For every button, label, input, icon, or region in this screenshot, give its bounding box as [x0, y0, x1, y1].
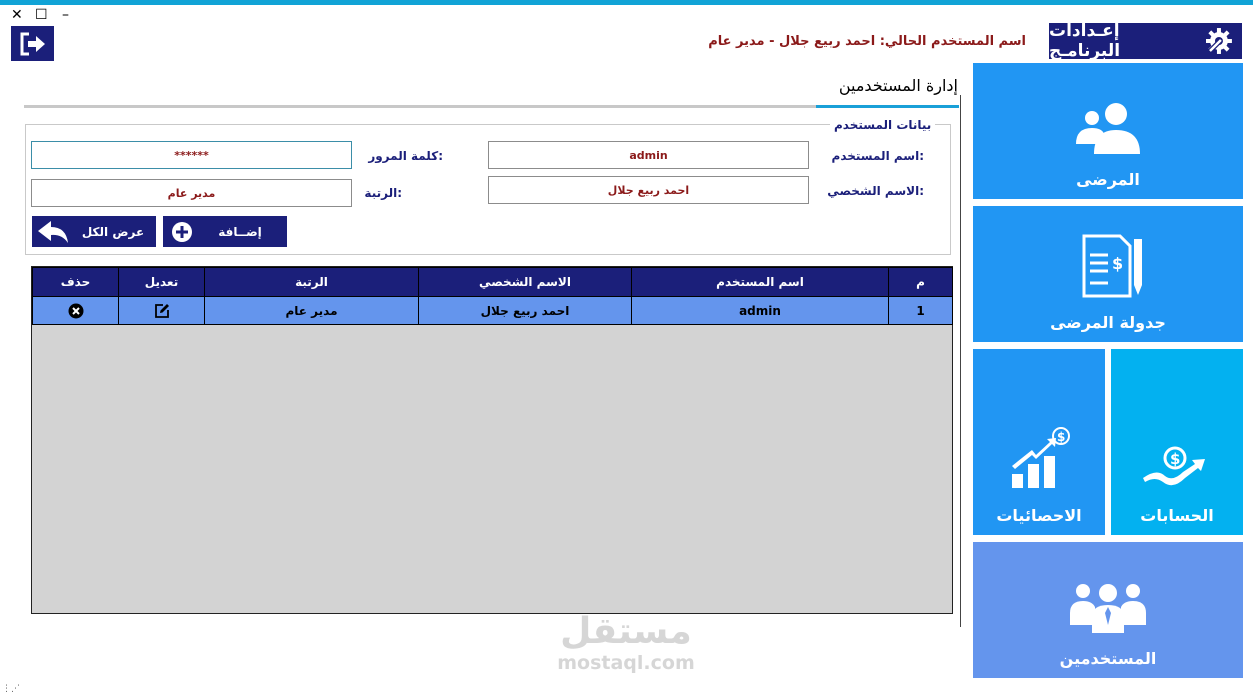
cell-edit[interactable]: [119, 297, 205, 325]
tile-statistics[interactable]: [973, 349, 1105, 535]
rank-field[interactable]: [31, 179, 352, 207]
window-top-accent: [0, 0, 1253, 5]
edit-icon[interactable]: [154, 303, 170, 319]
tile-patient-schedule-label: جدولة المرضى: [1050, 313, 1166, 332]
password-field[interactable]: [31, 141, 352, 169]
user-data-legend: بيانات المستخدم: [830, 118, 935, 132]
show-all-button-label: عرض الكل: [81, 224, 145, 239]
cell-fullname: احمد ربيع جلال: [419, 297, 632, 325]
page-title: إدارة المستخدمين: [838, 76, 958, 95]
col-header-delete[interactable]: حذف: [33, 268, 119, 297]
cell-username: admin: [632, 297, 889, 325]
users-table-grid: [32, 267, 953, 325]
exit-button[interactable]: [11, 26, 54, 61]
cell-rank: مدير عام: [205, 297, 419, 325]
resize-grip[interactable]: ⋮⋰: [2, 684, 20, 694]
minimize-window-button[interactable]: –: [62, 7, 69, 23]
schedule-document-icon: [1068, 233, 1148, 299]
table-header-row: [33, 268, 953, 297]
tile-patient-schedule[interactable]: [973, 206, 1243, 342]
title-underline: [24, 105, 816, 108]
add-circle-icon: [171, 221, 193, 243]
current-user-label: اسم المستخدم الحالي: احمد ربيع جلال - مدير عام: [708, 34, 1026, 49]
show-all-button[interactable]: [32, 216, 156, 247]
password-label: كلمة المرور:: [368, 149, 443, 163]
delete-icon[interactable]: [68, 303, 84, 319]
col-header-edit[interactable]: تعديل: [119, 268, 205, 297]
col-header-rank[interactable]: الرتبة: [205, 268, 419, 297]
watermark: [548, 612, 704, 674]
username-label: اسم المستخدم:: [831, 149, 924, 163]
tile-accounts[interactable]: [1111, 349, 1243, 535]
tile-users[interactable]: [973, 542, 1243, 678]
fullname-field[interactable]: [488, 176, 809, 204]
users-group-icon: [1068, 579, 1148, 635]
logout-icon: [19, 32, 47, 56]
cell-index: 1: [889, 297, 953, 325]
col-header-username[interactable]: اسم المستخدم: [632, 268, 889, 297]
tile-accounts-label: الحسابات: [1140, 506, 1214, 525]
settings-gear-icon: [1204, 26, 1234, 56]
users-table[interactable]: [31, 266, 953, 614]
watermark-arabic: مستقل: [560, 611, 692, 652]
program-settings-button[interactable]: [1049, 23, 1242, 59]
col-header-index[interactable]: م: [889, 268, 953, 297]
money-hand-icon: [1139, 442, 1215, 492]
reply-arrow-icon: [36, 219, 70, 245]
maximize-window-button[interactable]: ☐: [35, 7, 48, 23]
table-row[interactable]: [33, 297, 953, 325]
content-divider: [960, 95, 961, 627]
tile-users-label: المستخدمين: [1059, 649, 1157, 668]
svg-text:$: $: [1057, 430, 1066, 444]
title-underline-active: [816, 105, 959, 108]
settings-label: إعـدادات البرنامـج: [1049, 21, 1121, 61]
rank-label: الرتبة:: [364, 186, 402, 200]
fullname-label: الاسم الشخصي:: [827, 184, 924, 198]
col-header-fullname[interactable]: الاسم الشخصي: [419, 268, 632, 297]
cell-delete[interactable]: [33, 297, 119, 325]
patients-icon: [1072, 100, 1144, 156]
username-field[interactable]: [488, 141, 809, 169]
tile-patients-label: المرضى: [1076, 170, 1140, 189]
tile-patients[interactable]: [973, 63, 1243, 199]
tile-statistics-label: الاحصائيات: [996, 506, 1082, 525]
statistics-chart-icon: [1006, 426, 1072, 492]
close-window-button[interactable]: ✕: [11, 7, 23, 23]
svg-text:$: $: [1112, 254, 1124, 273]
svg-text:$: $: [1170, 450, 1181, 468]
add-button[interactable]: [163, 216, 287, 247]
add-button-label: إضــافة: [218, 224, 262, 239]
watermark-latin: mostaql.com: [557, 652, 695, 674]
